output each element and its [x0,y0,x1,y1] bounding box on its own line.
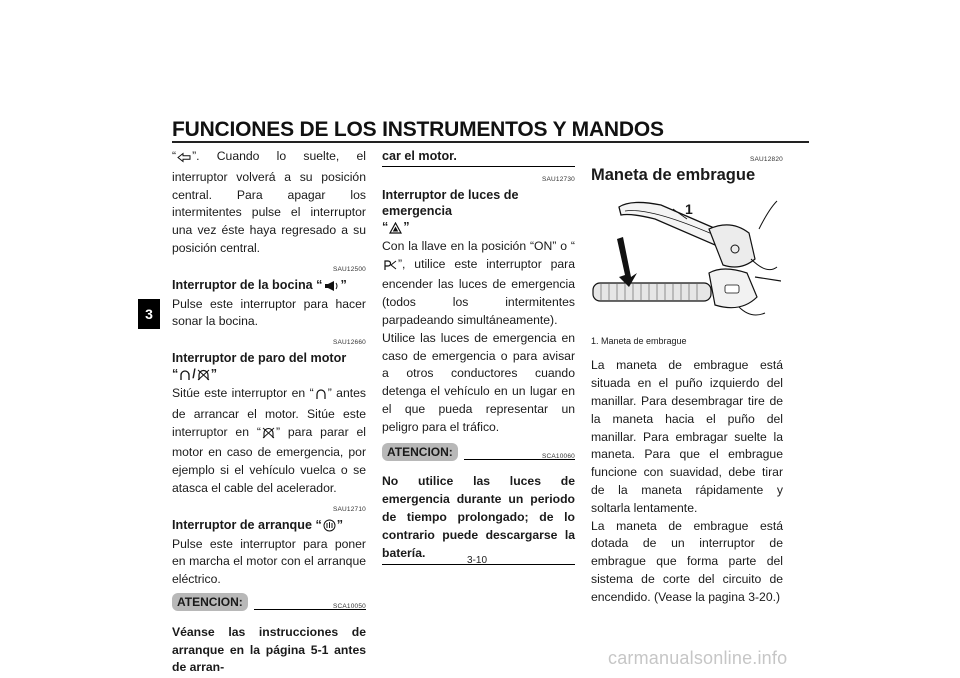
section-code: SCA10050 [332,602,366,610]
column-3 [591,148,783,607]
caution-text: No utilice las luces de emergencia durante un periodo de tiempo prolongado; de lo contrario puede descargarse la batería. [382,474,575,560]
header-rule [172,141,809,143]
intro-paragraph: “ ”. Cuando lo suelte, el interruptor volverá a su posición central. Para apagar los intermitentes pulse el interruptor una vez éste haya regresado a su posición central. [172,149,366,255]
caution-text: Véanse las instrucciones de arranque en la página 5-1 antes de arran- [172,624,366,675]
page-title: FUNCIONES DE LOS INSTRUMENTOS Y MANDOS [172,118,664,141]
figure-label: 1 [685,200,693,217]
hazard-text-2: Utilice las luces de emergencia en caso de emergencia o para avisar a otros conductores cuando detenga el vehículo en un lugar en el que pueda representar un peligro para el tráfico. [382,330,575,434]
section-code: SAU12660 [332,339,366,347]
section-code: SAU12500 [332,265,366,273]
start-text: Pulse este interruptor para poner en marcha el motor con el arranque eléctrico. [172,536,366,587]
arrow-left-icon [177,151,191,169]
engine-run-icon [179,369,191,385]
watermark: carmanualsonline.info [608,648,788,668]
column-1 [172,148,366,677]
stop-heading: Interruptor de paro del motor [172,350,347,365]
clutch-lever-figure [591,189,781,325]
caution-badge: ATENCION: [382,443,458,461]
engine-stop-icon [262,427,275,445]
horn-icon [323,280,339,296]
clutch-text-2: La maneta de embrague está dotada de un interruptor de embrague que forma parte del sistema de corte del circuito de encendido. (Vease la pagina 3-20.) [591,518,783,604]
stop-heading-icons: “ / ” [172,366,366,385]
section-code: SAU12730 [541,176,575,183]
caution-badge: ATENCION: [172,593,248,611]
figure-caption: 1. Maneta de embrague [591,335,687,346]
hazard-heading-icon: “ ” [382,219,575,238]
hazard-heading: Interruptor de luces de emergencia [382,187,519,218]
horn-heading: Interruptor de la bocina “ ” [172,277,366,296]
start-heading: Interruptor de arranque “ ” [172,517,366,536]
clutch-text: La maneta de embrague está situada en el puño izquierdo del manillar. Para desembragar tire de la maneta hacia el puño del manillar. Para embragar suelte la maneta. Para que el embrague funcione con suavidad, debe tirar de la maneta rápidamente y soltarla lentamente. [591,358,783,515]
chapter-tab: 3 [138,299,160,329]
starter-icon [323,519,336,536]
horn-text: Pulse este interruptor para hacer sonar la bocina. [172,296,366,329]
column-2 [382,148,575,569]
clutch-heading: Maneta de embrague [591,165,756,184]
page-number: 3-10 [467,555,488,566]
stop-text: Sitúe este interruptor en “ ” antes de arrancar el motor. Sitúe este interruptor en “ ” para parar el motor en caso de emergencia, por ejemplo si el vehículo vuelca o se atasca el cable del acelerador. [172,385,367,495]
continued-text: car el motor. [382,149,457,163]
engine-run-icon [315,388,327,406]
hazard-icon [389,222,402,238]
engine-stop-icon [197,369,210,385]
section-code: SCA10060 [541,452,575,460]
section-code: SAU12710 [332,505,366,513]
hazard-text: Con la llave en la posición “ON” o “”, utilice este interruptor para encender las luces de emergencia (todos los intermitentes parpadeando simultáneamente). [382,238,575,327]
parking-icon [383,259,397,277]
caution-end-rule [382,166,575,167]
section-code: SAU12820 [749,156,783,163]
